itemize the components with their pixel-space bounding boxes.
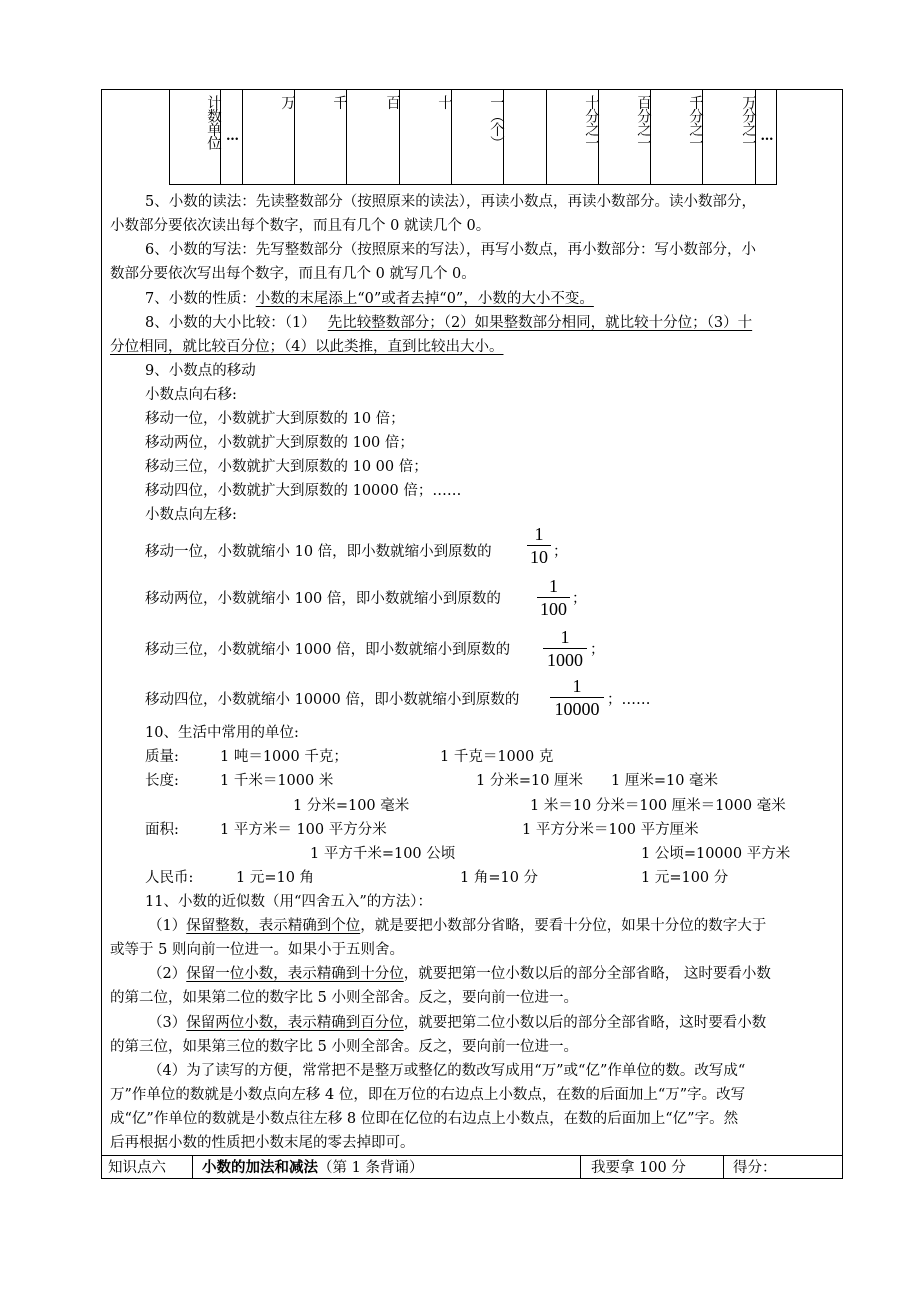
- footer-divider: [580, 1155, 581, 1179]
- approx-3-prefix: （3）: [148, 1015, 187, 1031]
- area-4: 1 公顷=10000 平方米: [641, 846, 791, 862]
- rule-7-underlined: 小数的末尾添上“0”或者去掉“0”，小数的大小不变。: [255, 291, 594, 307]
- area-2: 1 平方分米＝100 平方厘米: [522, 822, 699, 838]
- left-move-2-end: ；: [572, 591, 587, 607]
- unit-cell: 十分之一: [546, 89, 598, 184]
- goal-text: 我要拿 100 分: [591, 1160, 686, 1176]
- length-2: 1 分米=10 厘米: [476, 773, 584, 789]
- approx-3-rest: ，就要把第二位小数以后的部分全部省略，这时要看小数: [403, 1015, 767, 1031]
- right-move-title: 小数点向右移:: [145, 387, 237, 403]
- topic-title: [202, 1157, 423, 1179]
- fraction-1-100: 1 100: [537, 576, 570, 619]
- approx-1-underlined: 保留整数，表示精确到个位: [186, 918, 361, 934]
- length-5: 1 米＝10 分米＝100 厘米＝1000 毫米: [530, 798, 786, 814]
- approx-2-line1: [148, 963, 771, 985]
- rule-10-title: 10、生活中常用的单位:: [145, 725, 299, 741]
- rule-8-underlined: 先比较整数部分；（2）如果整数部分相同，就比较十分位；（3）十: [327, 315, 753, 331]
- approx-1-prefix: （1）: [148, 918, 187, 934]
- rmb-label: 人民币:: [145, 870, 194, 886]
- mass-1: 1 吨＝1000 千克；: [220, 749, 348, 765]
- rule-6-line1: 6、小数的写法：先写整数部分（按照原来的写法），再写小数点，再小数部分：写小数部分，小: [145, 242, 756, 258]
- fraction-1-10: 1 10: [527, 524, 551, 567]
- left-move-title: 小数点向左移:: [145, 507, 237, 523]
- unit-cell: [503, 89, 546, 184]
- right-move-1: 移动一位，小数就扩大到原数的 10 倍；: [145, 411, 405, 427]
- approx-4-line2: 万”作单位的数就是小数点向左移 4 位，即在万位的右边点上小数点，在数的后面加上“万”字。改写: [110, 1087, 746, 1103]
- unit-cell: 百分之一: [598, 89, 650, 184]
- rule-7-prefix: 7、小数的性质：: [145, 291, 256, 307]
- rule-8-line1: [145, 312, 752, 334]
- mass-label: 质量:: [145, 749, 179, 765]
- unit-cell: 千分之一: [650, 89, 702, 184]
- length-1: 1 千米＝1000 米: [220, 773, 334, 789]
- mass-2: 1 千克＝1000 克: [440, 749, 554, 765]
- length-label: 长度:: [145, 773, 179, 789]
- approx-4-line3: 成“亿”作单位的数就是小数点往左移 8 位即在亿位的右边点上小数点，在数的后面加上“亿”字。然: [110, 1111, 739, 1127]
- rmb-2: 1 角=10 分: [460, 870, 539, 886]
- length-4: 1 分米=100 毫米: [293, 798, 410, 814]
- area-1: 1 平方米＝ 100 平方分米: [220, 822, 387, 838]
- rule-7: [145, 288, 594, 310]
- unit-cell: 万: [242, 89, 294, 184]
- fraction-1-10000: 1 10000: [550, 676, 604, 719]
- footer-separator: [101, 1155, 843, 1156]
- approx-2-line2: 的第二位，如果第二位的数字比 5 小则全部舍。反之，要向前一位进一。: [110, 990, 578, 1006]
- rule-9-title: 9、小数点的移动: [145, 363, 256, 379]
- knowledge-point-label: 知识点六: [108, 1160, 166, 1176]
- left-move-3-end: ；: [590, 642, 605, 658]
- length-3: 1 厘米=10 毫米: [611, 773, 719, 789]
- left-move-4-end: ；……: [607, 692, 651, 708]
- unit-cell: 计数单位: [169, 89, 220, 184]
- approx-1-line1: [148, 915, 766, 937]
- unit-cell: 万分之一: [702, 89, 755, 184]
- rule-8-prefix: 8、小数的大小比较：（1）: [145, 315, 316, 331]
- footer-divider: [723, 1155, 724, 1179]
- rule-5-line2: 小数部分要依次读出每个数字，而且有几个 0 就读几个 0。: [110, 218, 491, 234]
- rmb-3: 1 元=100 分: [641, 870, 729, 886]
- table-bottom-border: [169, 184, 777, 185]
- approx-2-prefix: （2）: [148, 966, 187, 982]
- approx-2-underlined: 保留一位小数，表示精确到十分位: [186, 966, 404, 982]
- unit-cell: …: [755, 89, 777, 184]
- footer-divider: [192, 1155, 193, 1179]
- approx-1-rest: ，就是要把小数部分省略，要看十分位，如果十分位的数字大于: [360, 918, 767, 934]
- topic-note: （第 1 条背诵）: [318, 1160, 424, 1176]
- area-label: 面积:: [145, 822, 179, 838]
- approx-2-rest: ，就要把第一位小数以后的部分全部省略， 这时要看小数: [403, 966, 771, 982]
- approx-1-line2: 或等于 5 则向前一位进一。如果小于五则舍。: [110, 942, 404, 958]
- left-move-2: 移动两位，小数就缩小 100 倍，即小数就缩小到原数的: [145, 591, 501, 607]
- area-3: 1 平方千米=100 公顷: [310, 846, 456, 862]
- rmb-1: 1 元=10 角: [236, 870, 315, 886]
- right-move-2: 移动两位，小数就扩大到原数的 100 倍；: [145, 435, 414, 451]
- left-move-3: 移动三位，小数就缩小 1000 倍，即小数就缩小到原数的: [145, 642, 511, 658]
- approx-3-line1: [148, 1012, 766, 1034]
- rule-11-title: 11、小数的近似数（用“四舍五入”的方法）：: [145, 894, 433, 910]
- left-move-1: 移动一位，小数就缩小 10 倍，即小数就缩小到原数的: [145, 544, 492, 560]
- unit-cell: 百: [346, 89, 399, 184]
- approx-4-line4: 后再根据小数的性质把小数末尾的零去掉即可。: [110, 1135, 415, 1151]
- approx-3-line2: 的第三位，如果第三位的数字比 5 小则全部舍。反之，要向前一位进一。: [110, 1039, 578, 1055]
- rule-8-line2: 分位相同，就比较百分位；（4）以此类推，直到比较出大小。: [110, 339, 504, 355]
- topic-bold: 小数的加法和减法: [202, 1159, 318, 1176]
- unit-cell: …: [220, 89, 242, 184]
- left-move-1-end: ；: [553, 544, 568, 560]
- approx-4-line1: （4）为了读写的方便，常常把不是整万或整亿的数改写成用“万”或“亿”作单位的数。改写成“: [148, 1063, 746, 1079]
- rule-5-line1: 5、小数的读法：先读整数部分（按照原来的读法），再读小数点，再读小数部分。读小数部分，: [145, 194, 756, 210]
- score-field[interactable]: 得分：: [733, 1160, 777, 1176]
- rule-6-line2: 数部分要依次写出每个数字，而且有几个 0 就写几个 0。: [110, 266, 476, 282]
- right-move-4: 移动四位，小数就扩大到原数的 10000 倍；……: [145, 483, 462, 499]
- unit-cell: 十: [399, 89, 451, 184]
- left-move-4: 移动四位，小数就缩小 10000 倍，即小数就缩小到原数的: [145, 692, 520, 708]
- unit-cell: 一（个）: [451, 89, 503, 184]
- fraction-1-1000: 1 1000: [543, 627, 587, 670]
- right-move-3: 移动三位，小数就扩大到原数的 10 00 倍；: [145, 459, 428, 475]
- unit-cell: 千: [294, 89, 346, 184]
- approx-3-underlined: 保留两位小数，表示精确到百分位: [186, 1015, 404, 1031]
